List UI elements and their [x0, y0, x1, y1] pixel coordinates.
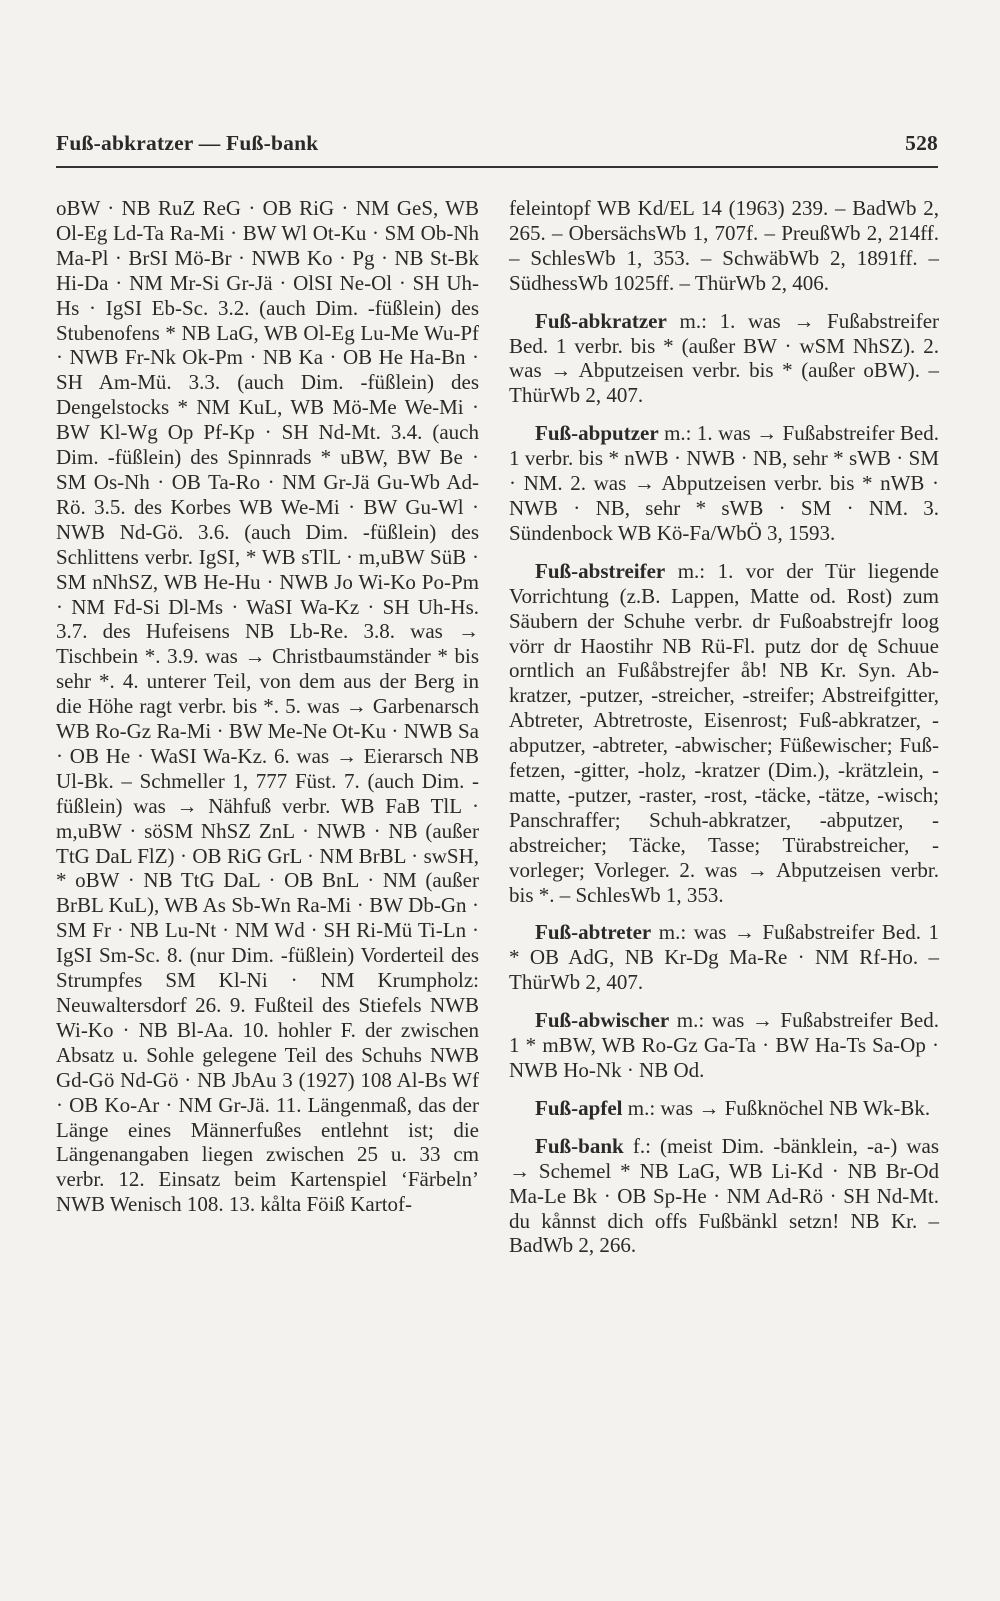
running-header: [56, 131, 938, 156]
left-column: [56, 196, 479, 1217]
entry-text: m.: 1. vor der Tür liegende Vorrichtung (z.B. Lappen, Matte od. Rost) zum Säubern der Schuhe verbr. dr Fußoabstrejfr loog vörr dr Haostihr NB Rü-Fl. putz dor dę Schuue orntlich an Fußåbstrejfer åb! NB Kr. Syn. Ab-kratzer, -putzer, -streicher, -streifer; Abstreifgitter, Abtreter, Abtretroste, Eisenrost; Fuß-abkratzer, -abputzer, -abtreter, -abwischer; Füßewischer; Fuß-fetzen, -gitter, -holz, -kratzer (Dim.), -krätzlein, -matte, -putzer, -raster, -rost, -täcke, -tätze, -wisch; Panschraffer; Schuh-abkratzer, -abputzer, -abstreicher; Täcke, Tasse; Türabstreicher, -vorleger; Vorleger. 2. was → Abputzeisen verbr. bis *. – SchlesWb 1, 353.: [509, 558, 939, 907]
entry-fuss-abstreifer: [509, 559, 939, 908]
running-title: Fuß-abkratzer — Fuß-bank: [56, 131, 319, 155]
entry-lemma: Fuß-apfel: [535, 1095, 623, 1120]
entry-fuss-abwischer: [509, 1008, 939, 1083]
entry-text: m.: 1. was → Fußabstreifer Bed. 1 verbr. bis * nWB · NWB · NB, sehr * sWB · SM · NM. 2. was → Abputzeisen verbr. bis * nWB · NWB · NB, sehr * sWB · SM · NM. 3. Sündenbock WB Kö-Fa/WbÖ 3, 1593.: [509, 421, 939, 545]
entry-fuss-abtreter: [509, 920, 939, 995]
entry-lemma: Fuß-abstreifer: [535, 558, 666, 583]
entry-text: m.: was → Fußabstreifer Bed. 1 * OB AdG, NB Kr-Dg Ma-Re · NM Rf-Ho. – ThürWb 2, 407.: [509, 920, 940, 995]
entry-text: m.: 1. was → Fußabstreifer Bed. 1 verbr. bis * (außer BW · wSM NhSZ). 2. was → Abputzeisen verbr. bis * (außer oBW). – ThürWb 2, 407.: [509, 308, 940, 408]
header-rule: [56, 166, 938, 168]
entry-text: m.: was → Fußabstreifer Bed. 1 * mBW, WB Ro-Gz Ga-Ta · BW Ha-Ts Sa-Op · NWB Ho-Nk · NB Od.: [509, 1008, 940, 1082]
entry-fuss-abputzer: [509, 421, 939, 546]
right-column: [509, 196, 939, 1271]
entry-lemma: Fuß-abputzer: [535, 421, 659, 446]
entry-lemma: Fuß-abwischer: [535, 1008, 670, 1033]
page-number: 528: [905, 131, 938, 155]
entry-fuss-apfel: [509, 1096, 939, 1121]
entry-continuation: feleintopf WB Kd/EL 14 (1963) 239. – BadWb 2, 265. – ObersächsWb 1, 707f. – PreußWb 2, 214ff. – SchlesWb 1, 353. – SchwäbWb 2, 1891ff. – SüdhessWb 1025ff. – ThürWb 2, 406.: [509, 196, 939, 295]
entry-fuss-abkratzer: [509, 309, 939, 409]
entry-continuation: oBW · NB RuZ ReG · OB RiG · NM GeS, WB Ol-Eg Ld-Ta Ra-Mi · BW Wl Ot-Ku · SM Ob-Nh Ma-Pl · BrSI Mö-Br · NWB Ko · Pg · NB St-Bk Hi-Da · NM Mr-Si Gr-Jä · OlSI Ne-Ol · SH Uh-Hs · IgSI Eb-Sc. 3.2. (auch Dim. -füßlein) des Stubenofens * NB LaG, WB Ol-Eg Lu-Me Wu-Pf · NWB Fr-Nk Ok-Pm · NB Ka · OB He Ha-Bn · SH Am-Mü. 3.3. (auch Dim. -füßlein) des Dengelstocks * NM KuL, WB Mö-Me We-Mi · BW Kl-Wg Op Pf-Kp · SH Nd-Mt. 3.4. (auch Dim. -füßlein) des Spinnrads * uBW, BW Be · SM Os-Nh · OB Ta-Ro · NM Gr-Jä Gu-Wb Ad-Rö. 3.5. des Korbes WB We-Mi · BW Gu-Wl · NWB Nd-Gö. 3.6. (auch Dim. -füßlein) des Schlittens verbr. IgSI, * WB sTlL · m,uBW SüB · SM nNhSZ, WB He-Hu · NWB Jo Wi-Ko Po-Pm · NM Fd-Si Dl-Ms · WaSI Wa-Kz · SH Uh-Hs. 3.7. des Hufeisens NB Lb-Re. 3.8. was → Tischbein *. 3.9. was → Christbaumständer * bis sehr *. 4. unterer Teil, von dem aus der Berg in die Höhe ragt verbr. bis *. 5. was → Garbenarsch WB Ro-Gz Ra-Mi · BW Me-Ne Ot-Ku · NWB Sa · OB He · WaSI Wa-Kz. 6. was → Eierarsch NB Ul-Bk. – Schmeller 1, 777 Füst. 7. (auch Dim. -füßlein) was → Nähfuß verbr. WB FaB TlL · m,uBW · söSM NhSZ ZnL · NWB · NB (außer TtG DaL FlZ) · OB RiG GrL · NM BrBL · swSH, * oBW · NB TtG DaL · OB BnL · NM (außer BrBL KuL), WB As Sb-Wn Ra-Mi · BW Db-Gn · SM Fr · NB Lu-Nt · NM Wd · SH Ri-Mü Ti-Ln · IgSI Sm-Sc. 8. (nur Dim. -füßlein) Vorderteil des Strumpfes SM Kl-Ni · NM Krumpholz: Neuwaltersdorf 26. 9. Fußteil des Stiefels NWB Wi-Ko · NB Bl-Aa. 10. hohler F. der zwischen Absatz u. Sohle gelegene Teil des Schuhs NWB Gd-Gö Nd-Gö · NB JbAu 3 (1927) 108 Al-Bs Wf · OB Ko-Ar · NM Gr-Jä. 11. Längenmaß, das der Länge eines Männerfußes entlehnt ist; die Längenangaben liegen zwischen 25 u. 33 cm verbr. 12. Einsatz beim Kartenspiel ‘Färbeln’ NWB Wenisch 108. 13. kålta Föiß Kartof-: [56, 196, 479, 1217]
entry-lemma: Fuß-abkratzer: [535, 308, 667, 333]
entry-lemma: Fuß-bank: [535, 1133, 624, 1158]
entry-lemma: Fuß-abtreter: [535, 920, 652, 945]
entry-text: m.: was → Fußknöchel NB Wk-Bk.: [627, 1095, 931, 1120]
entry-text: f.: (meist Dim. -bänklein, -a-) was → Schemel * NB LaG, WB Li-Kd · NB Br-Od Ma-Le Bk · OB Sp-He · NM Ad-Rö · SH Nd-Mt. du kånnst dich offs Fußbänkl setzn! NB Kr. – BadWb 2, 266.: [509, 1133, 940, 1258]
entry-fuss-bank: [509, 1134, 939, 1259]
